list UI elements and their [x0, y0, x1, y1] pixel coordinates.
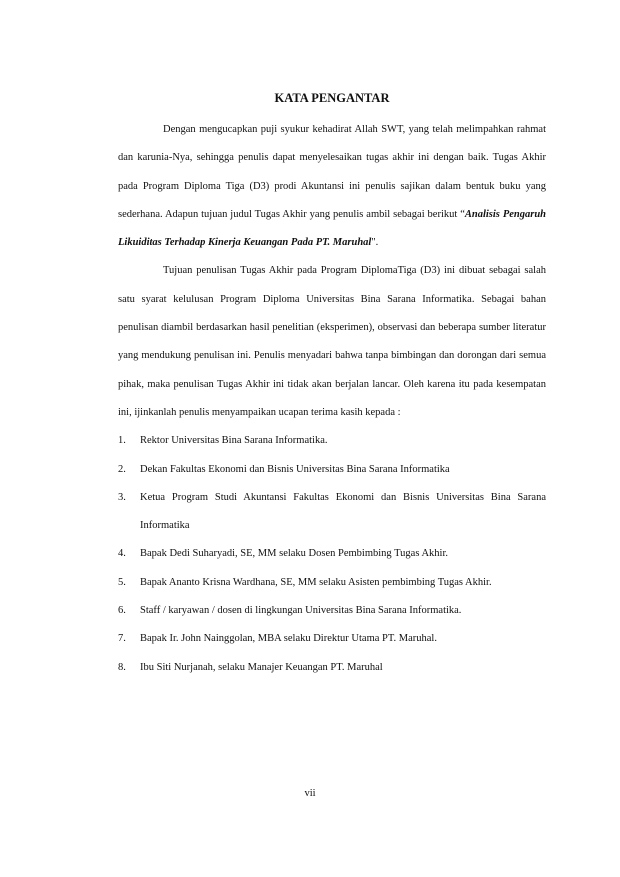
list-item [118, 597, 546, 625]
list-item-text: Bapak Dedi Suharyadi, SE, MM selaku Dosen Pembimbing Tugas Akhir. [140, 548, 448, 560]
list-item-text: Ketua Program Studi Akuntansi Fakultas Ekonomi dan Bisnis Universitas Bina Sarana Informatika [140, 491, 546, 532]
list-item-text: Ibu Siti Nurjanah, selaku Manajer Keuangan PT. Maruhal [140, 661, 383, 673]
list-item-text: Dekan Fakultas Ekonomi dan Bisnis Universitas Bina Sarana Informatika [140, 463, 450, 475]
list-item-text: Rektor Universitas Bina Sarana Informatika. [140, 435, 328, 447]
list-item-number: 3. [118, 491, 126, 503]
list-item-number: 2. [118, 463, 126, 475]
page-content [118, 84, 546, 682]
page-title: KATA PENGANTAR [274, 91, 390, 105]
list-item-text: Bapak Ananto Krisna Wardhana, SE, MM selaku Asisten pembimbing Tugas Akhir. [140, 576, 492, 588]
list-item-text: Staff / karyawan / dosen di lingkungan Universitas Bina Sarana Informatika. [140, 605, 462, 617]
paragraph-intro-end: ". [371, 237, 379, 249]
list-item-number: 7. [118, 633, 126, 645]
list-item-number: 6. [118, 605, 126, 617]
paragraph-intro-text: Dengan mengucapkan puji syukur kehadirat Allah SWT, yang telah melimpahkan rahmat dan karunia-Nya, sehingga penulis dapat menyelesaikan tugas akhir ini dengan baik. Tugas Akhir pada Program Diploma Tiga (D3) prodi Akuntansi ini penulis sajikan dalam bentuk buku yang sederhana. Adapun tujuan judul Tugas Akhir yang penulis ambil sebagai berikut “ [118, 124, 546, 220]
acknowledgement-list [118, 427, 546, 682]
list-item-number: 8. [118, 661, 126, 673]
paragraph-purpose: Tujuan penulisan Tugas Akhir pada Program DiplomaTiga (D3) ini dibuat sebagai salah satu syarat kelulusan Program Diploma Universitas Bina Sarana Informatika. Sebagai bahan penulisan diambil berdasarkan hasil penelitian (eksperimen), observasi dan beberapa sumber literatur yang mendukung penulisan ini. Penulis menyadari bahwa tanpa bimbingan dan dorongan dari semua pihak, maka penulisan Tugas Akhir ini tidak akan berjalan lancar. Oleh karena itu pada kesempatan ini, ijinkanlah penulis menyampaikan ucapan terima kasih kepada : [118, 265, 546, 418]
list-item-number: 5. [118, 576, 126, 588]
paragraph-intro [118, 116, 546, 257]
page-number: vii [304, 788, 316, 799]
list-item [118, 625, 546, 653]
list-item [118, 456, 546, 484]
list-item-text: Bapak Ir. John Nainggolan, MBA selaku Direktur Utama PT. Maruhal. [140, 633, 437, 645]
list-item [118, 654, 546, 682]
list-item-number: 4. [118, 548, 126, 560]
list-item [118, 484, 546, 541]
list-item [118, 540, 546, 568]
list-item [118, 427, 546, 455]
thesis-title: Analisis Pengaruh Likuiditas Terhadap Kinerja Keuangan Pada PT. Maruhal [118, 208, 546, 249]
list-item [118, 569, 546, 597]
list-item-number: 1. [118, 435, 126, 447]
